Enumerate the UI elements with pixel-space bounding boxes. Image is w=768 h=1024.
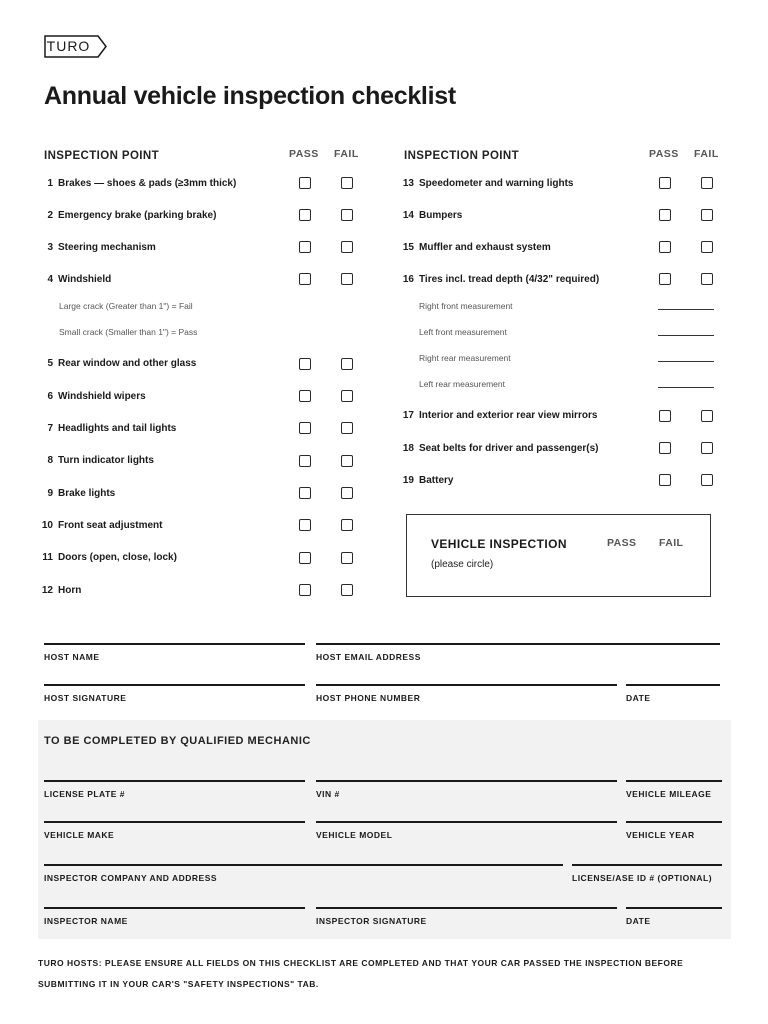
vehicle-inspection-box	[406, 514, 711, 597]
pass-checkbox[interactable]	[659, 209, 671, 221]
item-label: Steering mechanism	[58, 242, 156, 253]
windshield-note: Small crack (Smaller than 1") = Pass	[59, 327, 198, 337]
fail-checkbox[interactable]	[701, 410, 713, 422]
left-inspection-point-header: INSPECTION POINT	[44, 150, 160, 162]
pass-checkbox[interactable]	[299, 519, 311, 531]
tire-measurement-field[interactable]	[658, 387, 714, 388]
fail-checkbox[interactable]	[341, 422, 353, 434]
vehicle-inspection-title: VEHICLE INSPECTION	[431, 537, 567, 551]
tire-measurement-field[interactable]	[658, 335, 714, 336]
pass-checkbox[interactable]	[299, 241, 311, 253]
item-label: Emergency brake (parking brake)	[58, 210, 217, 221]
pass-checkbox[interactable]	[659, 442, 671, 454]
host-name-field[interactable]	[44, 643, 305, 645]
fail-checkbox[interactable]	[341, 519, 353, 531]
item-number: 19	[402, 475, 414, 486]
pass-checkbox[interactable]	[659, 273, 671, 285]
item-number: 16	[402, 274, 414, 285]
right-inspection-point-header: INSPECTION POINT	[404, 150, 520, 162]
item-label: Front seat adjustment	[58, 520, 163, 531]
item-number: 14	[402, 210, 414, 221]
vehicle-model-field[interactable]	[316, 821, 617, 823]
item-label: Rear window and other glass	[58, 358, 197, 369]
item-number: 1	[47, 178, 53, 189]
inspector-company-label: INSPECTOR COMPANY AND ADDRESS	[44, 873, 218, 883]
item-number: 4	[47, 274, 53, 285]
vehicle-make-field[interactable]	[44, 821, 305, 823]
pass-checkbox[interactable]	[299, 209, 311, 221]
vehicle-inspection-fail-option[interactable]: FAIL	[659, 537, 684, 549]
item-number: 12	[41, 585, 53, 596]
pass-checkbox[interactable]	[299, 390, 311, 402]
footer-note-line-2: SUBMITTING IT IN YOUR CAR'S "SAFETY INSPECTIONS" TAB.	[38, 979, 319, 989]
host-phone-label: HOST PHONE NUMBER	[316, 693, 421, 703]
logo-text: TURO	[46, 38, 91, 54]
item-label: Battery	[419, 475, 454, 486]
host-phone-field[interactable]	[316, 684, 617, 686]
tire-measurement-label: Left front measurement	[419, 327, 507, 337]
item-number: 17	[402, 410, 414, 421]
pass-checkbox[interactable]	[659, 474, 671, 486]
fail-checkbox[interactable]	[341, 552, 353, 564]
pass-checkbox[interactable]	[299, 552, 311, 564]
item-label: Muffler and exhaust system	[419, 242, 551, 253]
page-title: Annual vehicle inspection checklist	[44, 82, 456, 110]
item-number: 5	[47, 358, 53, 369]
item-number: 10	[41, 520, 53, 531]
item-label: Speedometer and warning lights	[419, 178, 574, 189]
inspector-name-label: INSPECTOR NAME	[44, 916, 128, 926]
fail-checkbox[interactable]	[341, 455, 353, 467]
vehicle-inspection-note: (please circle)	[431, 559, 494, 570]
license-plate-label: LICENSE PLATE #	[44, 789, 126, 799]
item-label: Brake lights	[58, 488, 116, 499]
pass-checkbox[interactable]	[299, 273, 311, 285]
inspector-name-field[interactable]	[44, 907, 305, 909]
fail-checkbox[interactable]	[701, 241, 713, 253]
fail-checkbox[interactable]	[701, 273, 713, 285]
license-ase-label: LICENSE/ASE ID # (OPTIONAL)	[572, 873, 713, 883]
pass-checkbox[interactable]	[299, 487, 311, 499]
host-signature-label: HOST SIGNATURE	[44, 693, 127, 703]
item-number: 6	[47, 391, 53, 402]
vin-label: VIN #	[316, 789, 340, 799]
inspector-signature-label: INSPECTOR SIGNATURE	[316, 916, 427, 926]
item-label: Bumpers	[419, 210, 463, 221]
item-number: 13	[402, 178, 414, 189]
pass-checkbox[interactable]	[299, 584, 311, 596]
fail-checkbox[interactable]	[701, 177, 713, 189]
item-number: 9	[47, 488, 53, 499]
tire-measurement-label: Right rear measurement	[419, 353, 511, 363]
item-label: Turn indicator lights	[58, 455, 154, 466]
item-label: Windshield	[58, 274, 112, 285]
vehicle-year-field[interactable]	[626, 821, 722, 823]
fail-checkbox[interactable]	[341, 390, 353, 402]
item-label: Headlights and tail lights	[58, 423, 177, 434]
vehicle-model-label: VEHICLE MODEL	[316, 830, 393, 840]
host-email-label: HOST EMAIL ADDRESS	[316, 652, 421, 662]
item-label: Horn	[58, 585, 82, 596]
item-number: 11	[42, 552, 53, 563]
mechanic-date-label: DATE	[626, 916, 651, 926]
pass-checkbox[interactable]	[299, 358, 311, 370]
tire-measurement-label: Right front measurement	[419, 301, 513, 311]
mechanic-date-field[interactable]	[626, 907, 722, 909]
item-label: Seat belts for driver and passenger(s)	[419, 443, 599, 454]
item-number: 15	[402, 242, 414, 253]
left-fail-header: FAIL	[334, 148, 359, 160]
pass-checkbox[interactable]	[659, 241, 671, 253]
tire-measurement-field[interactable]	[658, 309, 714, 310]
pass-checkbox[interactable]	[659, 177, 671, 189]
right-fail-header: FAIL	[694, 148, 719, 160]
fail-checkbox[interactable]	[701, 474, 713, 486]
tire-measurement-label: Left rear measurement	[419, 379, 505, 389]
inspector-company-field[interactable]	[44, 864, 563, 866]
license-plate-field[interactable]	[44, 780, 305, 782]
pass-checkbox[interactable]	[299, 177, 311, 189]
mechanic-section-title: TO BE COMPLETED BY QUALIFIED MECHANIC	[44, 735, 311, 747]
host-name-label: HOST NAME	[44, 652, 100, 662]
host-date-field[interactable]	[626, 684, 720, 686]
fail-checkbox[interactable]	[701, 442, 713, 454]
inspector-signature-field[interactable]	[316, 907, 617, 909]
license-ase-field[interactable]	[572, 864, 722, 866]
item-number: 3	[47, 242, 53, 253]
vehicle-year-label: VEHICLE YEAR	[626, 830, 695, 840]
host-date-label: DATE	[626, 693, 651, 703]
fail-checkbox[interactable]	[341, 273, 353, 285]
host-email-field[interactable]	[316, 643, 720, 645]
item-label: Windshield wipers	[58, 391, 146, 402]
host-signature-field[interactable]	[44, 684, 305, 686]
fail-checkbox[interactable]	[341, 584, 353, 596]
pass-checkbox[interactable]	[299, 455, 311, 467]
left-pass-header: PASS	[289, 148, 319, 160]
item-number: 18	[402, 443, 414, 454]
item-label: Doors (open, close, lock)	[58, 552, 177, 563]
item-number: 8	[47, 455, 53, 466]
fail-checkbox[interactable]	[701, 209, 713, 221]
item-label: Brakes — shoes & pads (≥3mm thick)	[58, 178, 237, 189]
vehicle-inspection-pass-option[interactable]: PASS	[607, 537, 637, 549]
item-label: Tires incl. tread depth (4/32" required)	[419, 274, 600, 285]
fail-checkbox[interactable]	[341, 487, 353, 499]
fail-checkbox[interactable]	[341, 358, 353, 370]
vehicle-mileage-field[interactable]	[626, 780, 722, 782]
right-pass-header: PASS	[649, 148, 679, 160]
fail-checkbox[interactable]	[341, 177, 353, 189]
windshield-note: Large crack (Greater than 1") = Fail	[59, 301, 193, 311]
footer-note-line-1: TURO HOSTS: PLEASE ENSURE ALL FIELDS ON THIS CHECKLIST ARE COMPLETED AND THAT YOUR CAR PASSED THE INSPECTION BEFORE	[38, 958, 684, 968]
fail-checkbox[interactable]	[341, 209, 353, 221]
tire-measurement-field[interactable]	[658, 361, 714, 362]
item-number: 7	[47, 423, 53, 434]
vehicle-mileage-label: VEHICLE MILEAGE	[626, 789, 712, 799]
item-number: 2	[47, 210, 53, 221]
item-label: Interior and exterior rear view mirrors	[419, 410, 598, 421]
fail-checkbox[interactable]	[341, 241, 353, 253]
vehicle-make-label: VEHICLE MAKE	[44, 830, 115, 840]
pass-checkbox[interactable]	[659, 410, 671, 422]
vin-field[interactable]	[316, 780, 617, 782]
pass-checkbox[interactable]	[299, 422, 311, 434]
